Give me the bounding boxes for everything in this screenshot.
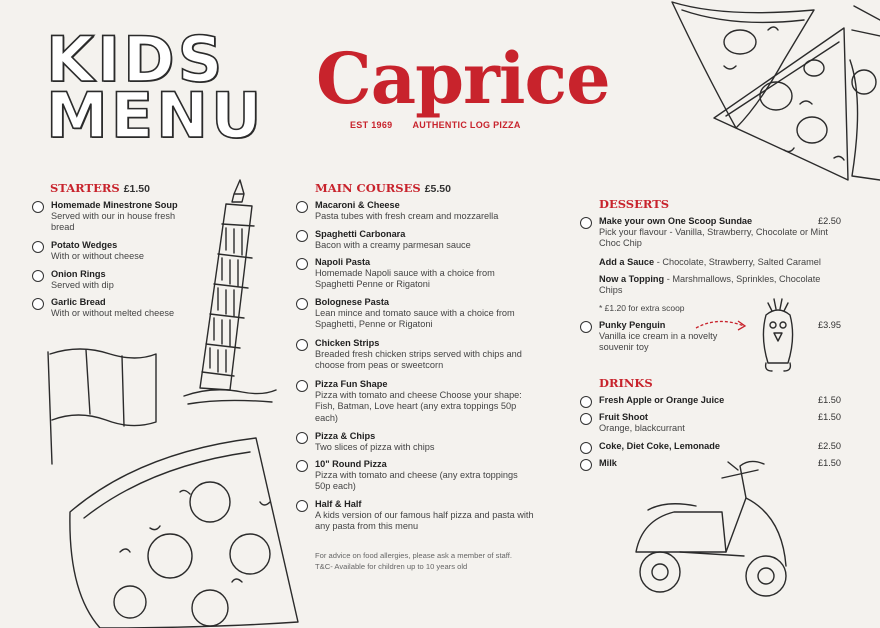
arrow-icon xyxy=(694,314,750,334)
item-name: Coke, Diet Coke, Lemonade xyxy=(599,441,720,451)
select-radio[interactable] xyxy=(296,460,308,472)
select-radio[interactable] xyxy=(296,201,308,213)
item-name: Pizza & Chips xyxy=(315,431,376,441)
item-price: £1.50 xyxy=(818,412,841,422)
penguin-icon xyxy=(756,297,802,377)
starter-item[interactable] xyxy=(51,240,201,262)
item-name: Chicken Strips xyxy=(315,338,380,348)
terms-text: T&C- Available for children up to 10 years old xyxy=(315,562,468,571)
starter-item[interactable] xyxy=(51,269,201,291)
desserts-title: DESSERTS xyxy=(599,197,670,211)
item-desc: - Marshmallows, Sprinkles, Chocolate Chips xyxy=(599,274,821,296)
item-desc: Pizza with tomato and cheese (any extra toppings 50p each) xyxy=(315,470,518,492)
kids-menu-title xyxy=(46,23,265,152)
brand-tagline xyxy=(350,120,610,130)
main-item[interactable] xyxy=(315,257,535,291)
item-name: Potato Wedges xyxy=(51,240,118,250)
item-price: £2.50 xyxy=(818,216,841,226)
select-radio[interactable] xyxy=(32,298,44,310)
item-desc: Lean mince and tomato sauce with a choice from Spaghetti, Penne or Rigatoni xyxy=(315,308,515,330)
item-name: Fruit Shoot xyxy=(599,412,648,422)
item-desc: Breaded fresh chicken strips served with chips and choose from peas or sweetcorn xyxy=(315,349,522,371)
item-desc: With or without cheese xyxy=(51,251,144,262)
select-radio[interactable] xyxy=(296,258,308,270)
item-price: £3.95 xyxy=(818,320,841,330)
main-item[interactable] xyxy=(315,431,535,453)
starter-item[interactable] xyxy=(51,200,201,234)
allergy-text: For advice on food allergies, please ask a member of staff. xyxy=(315,551,512,560)
item-name: Spaghetti Carbonara xyxy=(315,229,406,239)
item-name: Bolognese Pasta xyxy=(315,297,390,307)
item-desc: Two slices of pizza with chips xyxy=(315,442,435,453)
pizza-slice-icon xyxy=(60,432,310,628)
mains-heading xyxy=(315,181,451,195)
item-desc: Bacon with a creamy parmesan sauce xyxy=(315,240,471,251)
item-name: Now a Topping xyxy=(599,274,665,284)
item-price: £1.50 xyxy=(818,458,841,468)
title-line-menu: MENU xyxy=(46,79,265,152)
starters-price: £1.50 xyxy=(123,183,150,195)
item-desc: Pizza with tomato and cheese Choose your shape: Fish, Batman, Love heart (any extra toppings 50p each) xyxy=(315,390,522,423)
title-line-kids: KIDS xyxy=(46,23,226,96)
item-desc: A kids version of our famous half pizza and pasta with any pasta from this menu xyxy=(315,510,534,532)
main-item[interactable] xyxy=(315,200,535,222)
drink-item[interactable] xyxy=(599,441,841,452)
select-radio[interactable] xyxy=(296,339,308,351)
brand-logo xyxy=(316,37,610,130)
main-item[interactable] xyxy=(315,379,535,424)
dessert-sauce-option xyxy=(599,257,844,268)
main-item[interactable] xyxy=(315,459,535,493)
item-name: Fresh Apple or Orange Juice xyxy=(599,395,725,405)
drinks-heading xyxy=(599,376,653,390)
item-price: £1.50 xyxy=(818,395,841,405)
leaning-tower-icon xyxy=(182,176,278,412)
mains-price: £5.50 xyxy=(424,183,451,195)
item-desc: Orange, blackcurrant xyxy=(599,423,685,434)
select-radio[interactable] xyxy=(580,459,592,471)
item-name: Add a Sauce xyxy=(599,257,655,267)
item-name: Garlic Bread xyxy=(51,297,106,307)
item-desc: - Chocolate, Strawberry, Salted Caramel xyxy=(654,257,821,267)
item-name: 10" Round Pizza xyxy=(315,459,387,469)
brand-name: Caprice xyxy=(316,37,610,120)
item-name: Make your own One Scoop Sundae xyxy=(599,216,753,226)
item-name: Homemade Minestrone Soup xyxy=(51,200,178,210)
select-radio[interactable] xyxy=(296,380,308,392)
scooter-icon xyxy=(626,456,796,606)
item-name: Half & Half xyxy=(315,499,362,509)
main-item[interactable] xyxy=(315,338,535,372)
est-label: EST 1969 xyxy=(350,120,393,130)
item-desc: Pasta tubes with fresh cream and mozzarella xyxy=(315,211,499,222)
item-desc: Pick your flavour - Vanilla, Strawberry, Chocolate or Mint Choc Chip xyxy=(599,227,828,249)
mains-title: MAIN COURSES xyxy=(315,181,421,195)
select-radio[interactable] xyxy=(580,413,592,425)
item-name: Milk xyxy=(599,458,617,468)
starter-item[interactable] xyxy=(51,297,201,319)
tagline-label: AUTHENTIC LOG PIZZA xyxy=(412,120,521,130)
item-price: £2.50 xyxy=(818,441,841,451)
select-radio[interactable] xyxy=(580,217,592,229)
select-radio[interactable] xyxy=(296,432,308,444)
drink-item[interactable] xyxy=(599,412,841,434)
select-radio[interactable] xyxy=(32,270,44,282)
item-desc: With or without melted cheese xyxy=(51,308,175,319)
select-radio[interactable] xyxy=(580,442,592,454)
drinks-title: DRINKS xyxy=(599,376,653,390)
pizza-slices-icon xyxy=(664,0,880,190)
select-radio[interactable] xyxy=(32,241,44,253)
select-radio[interactable] xyxy=(580,321,592,333)
item-desc: Homemade Napoli sauce with a choice from Spaghetti Penne or Rigatoni xyxy=(315,268,495,290)
select-radio[interactable] xyxy=(580,396,592,408)
main-item[interactable] xyxy=(315,297,535,331)
select-radio[interactable] xyxy=(296,500,308,512)
item-desc: Served with dip xyxy=(51,280,114,291)
select-radio[interactable] xyxy=(32,201,44,213)
allergy-note xyxy=(315,550,545,572)
select-radio[interactable] xyxy=(296,298,308,310)
item-desc: Served with our in house fresh bread xyxy=(51,211,176,233)
dessert-topping-option xyxy=(599,274,844,296)
starters-heading xyxy=(50,181,150,195)
select-radio[interactable] xyxy=(296,230,308,242)
starters-title: STARTERS xyxy=(50,181,120,195)
main-item[interactable] xyxy=(315,499,535,533)
item-name: Macaroni & Cheese xyxy=(315,200,400,210)
item-name: Punky Penguin xyxy=(599,320,666,330)
dessert-item-sundae[interactable] xyxy=(599,216,841,250)
item-name: Pizza Fun Shape xyxy=(315,379,388,389)
main-item[interactable] xyxy=(315,229,535,251)
item-name: Onion Rings xyxy=(51,269,106,279)
item-desc: Vanilla ice cream in a novelty souvenir toy xyxy=(599,331,718,353)
drink-item[interactable] xyxy=(599,395,841,406)
item-name: Napoli Pasta xyxy=(315,257,371,267)
desserts-heading xyxy=(599,197,669,211)
extra-scoop-note: * £1.20 for extra scoop xyxy=(599,303,685,313)
